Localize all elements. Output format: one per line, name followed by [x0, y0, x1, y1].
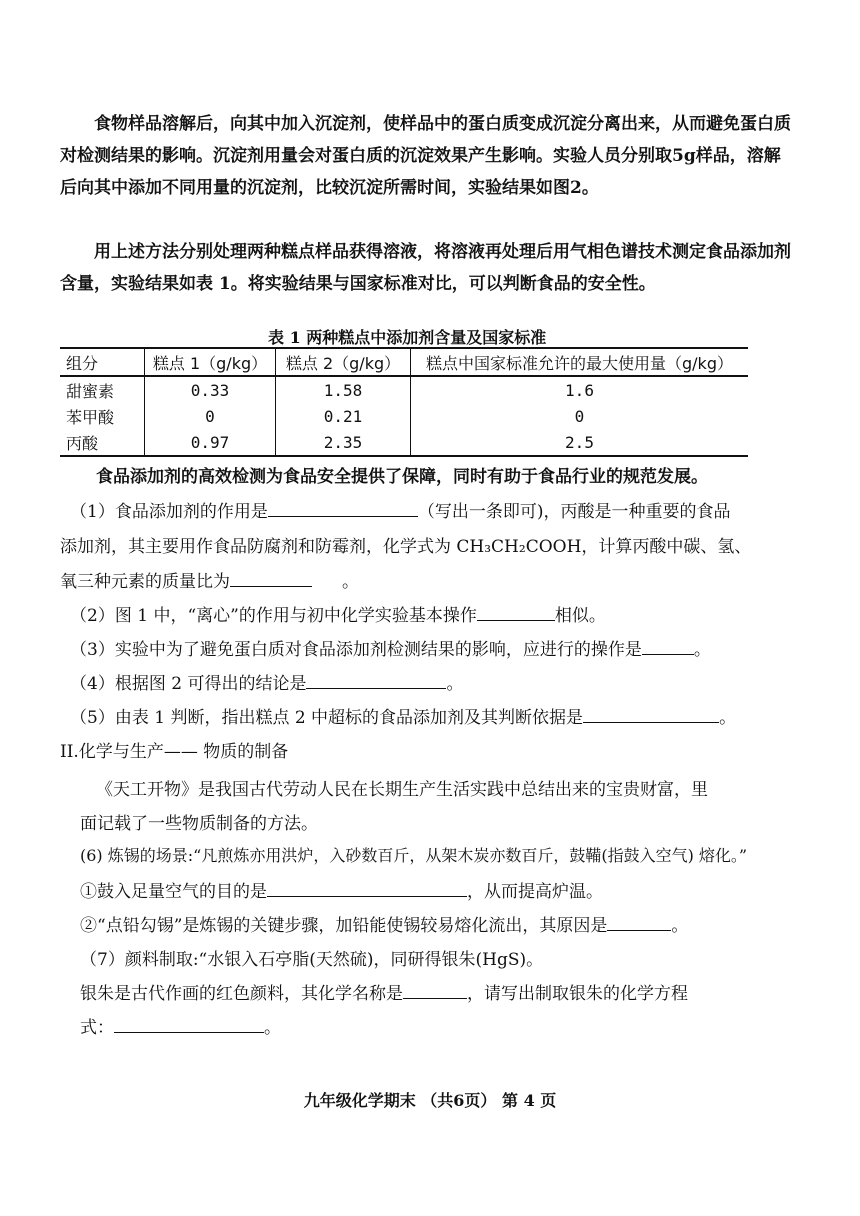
answer-blank[interactable]	[607, 914, 671, 931]
header-national-standard: 糕点中国家标准允许的最大使用量（g/kg）	[411, 348, 749, 376]
answer-blank[interactable]	[477, 604, 555, 621]
question-7-line-2	[80, 979, 688, 1004]
q1-text-3: 氧三种元素的质量比为	[60, 572, 230, 592]
question-3	[70, 635, 711, 660]
standard-value: 1.6	[565, 380, 594, 400]
table-row	[60, 429, 748, 456]
standard-value: 0	[574, 406, 585, 426]
cake-1-value: 0.33	[145, 376, 276, 403]
q1-text-2: （写出一条即可)，丙酸是一种重要的食品	[417, 502, 731, 522]
row-component: 丙酸	[60, 429, 145, 456]
answer-blank[interactable]	[306, 672, 446, 689]
cake-2-value: 0.21	[276, 403, 411, 429]
answer-blank[interactable]	[114, 1016, 264, 1033]
section-2-paragraph-2: 面记载了一些物质制备的方法。	[80, 814, 318, 834]
q6-1-end: ，从而提高炉温。	[467, 882, 603, 902]
answer-blank[interactable]	[267, 880, 467, 897]
row-component: 苯甲酸	[60, 403, 145, 429]
table-caption: 表 1 两种糕点中添加剂含量及国家标准	[268, 328, 547, 347]
q1-end: 。	[342, 572, 359, 592]
cake-1-value: 0	[145, 403, 276, 429]
question-5	[70, 703, 736, 728]
table-row	[60, 376, 748, 403]
q4-text: （4）根据图 2 可得出的结论是	[70, 674, 307, 694]
additive-table	[60, 347, 748, 457]
question-4	[70, 669, 463, 694]
intro-paragraph-1: 食物样品溶解后，向其中加入沉淀剂，使样品中的蛋白质变成沉淀分离出来，从而避免蛋白质对检测结果的影响。沉淀剂用量会对蛋白质的沉淀效果产生影响。实验人员分别取5g样品，溶解后向其中添加不同用量的沉淀剂，比较沉淀所需时间，实验结果如图2。	[60, 114, 791, 198]
cake-2-value: 2.35	[276, 429, 411, 456]
header-cake-1: 糕点 1（g/kg）	[145, 348, 276, 376]
q6-1-text: ①鼓入足量空气的目的是	[80, 882, 267, 902]
answer-blank[interactable]	[403, 982, 467, 999]
q6-2-end: 。	[671, 916, 689, 936]
standard-value: 2.5	[411, 429, 749, 456]
after-table-text: 食品添加剂的高效检测为食品安全提供了保障，同时有助于食品行业的规范发展。	[96, 467, 708, 487]
section-2-title: II.化学与生产—— 物质的制备	[60, 742, 289, 762]
table-header-row	[60, 348, 748, 376]
cake-2-value: 1.58	[276, 376, 411, 403]
question-7-line-3	[80, 1013, 281, 1038]
section-2-paragraph-1: 《天工开物》是我国古代劳动人民在长期生产生活实践中总结出来的宝贵财富，里	[96, 780, 708, 800]
header-component: 组分	[60, 348, 145, 376]
question-1-line-3	[60, 567, 359, 592]
answer-blank[interactable]	[583, 706, 719, 723]
answer-blank[interactable]	[230, 570, 312, 587]
answer-blank[interactable]	[268, 500, 418, 517]
q5-text: （5）由表 1 判断，指出糕点 2 中超标的食品添加剂及其判断依据是	[70, 708, 584, 728]
question-1-line-2: 添加剂，其主要用作食品防腐剂和防霉剂，化学式为 CH₃CH₂COOH，计算丙酸中碳、氢、	[60, 537, 752, 557]
q2-text: （2）图 1 中，“离心”的作用与初中化学实验基本操作	[70, 606, 477, 626]
q7-end: 。	[264, 1018, 281, 1038]
q7-text-3: 式：	[80, 1018, 114, 1038]
q3-text: （3）实验中为了避免蛋白质对食品添加剂检测结果的影响，应进行的操作是	[70, 640, 642, 660]
header-cake-2: 糕点 2（g/kg）	[276, 348, 411, 376]
page-footer: 九年级化学期末 （共6页） 第 4 页	[303, 1091, 557, 1110]
question-2	[70, 601, 606, 626]
question-1	[70, 497, 730, 522]
q1-text: （1）食品添加剂的作用是	[70, 502, 268, 522]
question-6-2	[80, 911, 688, 936]
question-6: (6) 炼锡的场景:“凡煎炼亦用洪炉，入砂数百斤，从架木炭亦数百斤，鼓鞴(指鼓入空气) 熔化。”	[80, 846, 748, 865]
question-6-1	[80, 877, 603, 902]
q4-end: 。	[446, 674, 464, 694]
question-7: （7）颜料制取:“水银入石亭脂(天然硫)，同研得银朱(HgS)。	[80, 950, 544, 970]
q5-end: 。	[719, 708, 737, 728]
q2-end: 相似。	[554, 606, 606, 626]
table-row	[60, 403, 748, 429]
intro-paragraph-2: 用上述方法分别处理两种糕点样品获得溶液，将溶液再处理后用气相色谱技术测定食品添加剂含量，实验结果如表 1。将实验结果与国家标准对比，可以判断食品的安全性。	[60, 242, 791, 294]
q3-end: 。	[693, 640, 711, 660]
q7-text: 银朱是古代作画的红色颜料，其化学名称是	[80, 984, 403, 1004]
q7-text-2: ，请写出制取银朱的化学方程	[467, 984, 688, 1004]
row-component: 甜蜜素	[60, 376, 145, 403]
cake-1-value: 0.97	[145, 429, 276, 456]
q6-2-text: ②“点铅勾锡”是炼锡的关键步骤，加铅能使锡较易熔化流出，其原因是	[80, 916, 608, 936]
answer-blank[interactable]	[642, 638, 694, 655]
